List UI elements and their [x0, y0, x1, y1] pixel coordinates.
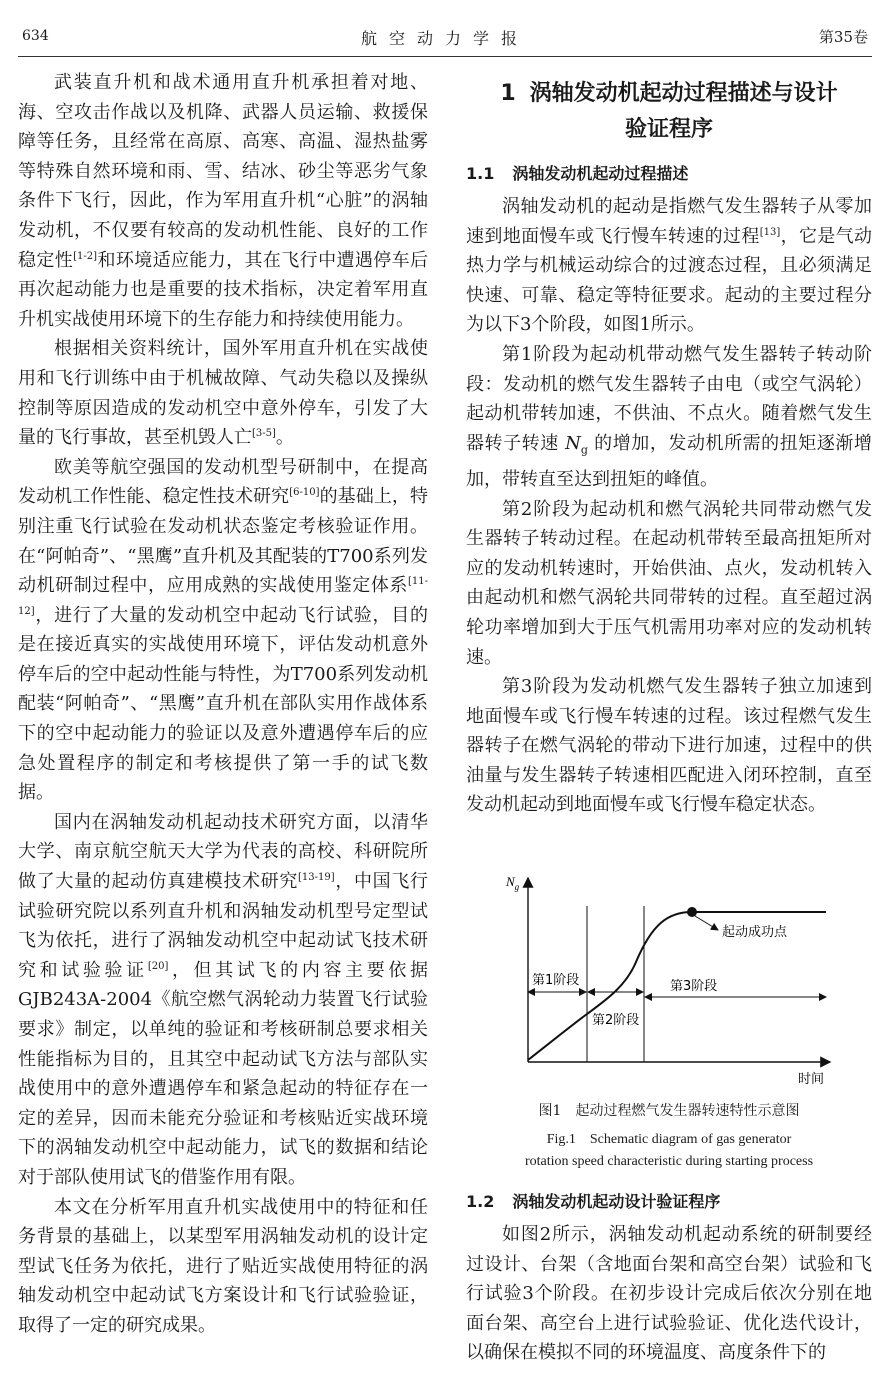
paragraph-8: 第2阶段为起动机和燃气涡轮共同带动燃气发生器转子转动过程。在起动机带转至最高扭矩所对应的发动机转速时，开始供油、点火，发动机转入由起动机和燃气涡轮共同带转的过程。直至超过涡轮功率增加到大于压气机需用功率对应的发动机转速。: [466, 498, 872, 668]
figure-caption-en-line2: rotation speed characteristic during starting process: [524, 1154, 814, 1169]
citation: [13-19]: [298, 872, 335, 884]
subsection-1-2-title: 1.2 涡轴发动机起动设计验证程序: [466, 1192, 721, 1211]
figure-1: [466, 862, 872, 1182]
x-axis-label: 时间: [798, 1072, 825, 1087]
paragraph-7: 第1阶段为起动机带动燃气发生器转子转动阶段：发动机的燃气发生器转子由电（或空气涡轮）起动机带转加速，不供油、不点火。随着燃气发生器转子转速 $N_g$ 的增加，发动机所需的扭矩逐渐增加，带转直至达到扭矩的峰值。: [466, 343, 872, 490]
citation: [6-10]: [289, 487, 320, 499]
citation: [3-5]: [252, 428, 276, 440]
left-column: [18, 68, 428, 1341]
paragraph-9: 第3阶段为发动机燃气发生器转子独立加速到地面慢车或飞行慢车转速的过程。该过程燃气发生器转子在燃气涡轮的带动下进行加速，过程中的供油量与发生器转子转速相匹配进入闭环控制，直至发动机起动到地面慢车或飞行慢车稳定状态。: [466, 676, 872, 816]
running-head: [18, 0, 872, 57]
annotation-leader: [695, 916, 718, 930]
annotation-label: 起动成功点: [722, 925, 788, 940]
subsection-1-1-title: 1.1 涡轴发动机起动过程描述: [466, 164, 689, 183]
volume-label: 第35卷: [818, 28, 868, 46]
citation: [13]: [759, 226, 781, 238]
paragraph-2: 根据相关资料统计，国外军用直升机在实战使用和飞行训练中由于机械故障、气动失稳以及操纵控制等原因造成的发动机空中意外停车，引发了大量的飞行事故，甚至机毁人亡[3-5]。: [18, 338, 428, 449]
paragraph-5: 本文在分析军用直升机实战使用中的特征和任务背景的基础上，以某型军用涡轴发动机的设计定型试飞任务为依托，进行了贴近实战使用特征的涡轴发动机空中起动试飞方案设计和飞行试验验证，取得了一定的研究成果。: [18, 1196, 428, 1336]
right-column-lower: [466, 1190, 872, 1368]
figure-caption-zh: 图1 起动过程燃气发生器转速特性示意图: [538, 1103, 800, 1119]
stage-2-label: 第2阶段: [592, 1013, 640, 1028]
variable-ng: N: [565, 432, 581, 454]
success-point: [687, 907, 697, 917]
paragraph-3: 欧美等航空强国的发动机型号研制中，在提高发动机工作性能、稳定性技术研究[6-10]的基础上，特别注重飞行试验在发动机状态鉴定考核验证作用。在“阿帕奇”、“黑鹰”直升机及其配装的T700系列发动机研制过程中，应用成熟的实战使用鉴定体系[11-12]，进行了大量的发动机空中起动飞行试验，目的是在接近真实的实战使用环境下，评估发动机意外停车后的空中起动性能与特性，为T700系列发动机配装“阿帕奇”、“黑鹰”直升机在部队实用作战体系下的空中起动能力的验证以及意外遭遇停车后的应急处置程序的制定和考核提供了第一手的试飞数据。: [18, 456, 429, 804]
page-number: 634: [22, 28, 49, 44]
citation: [11-12]: [18, 576, 428, 617]
citation: [20]: [147, 960, 169, 972]
paragraph-4: 国内在涡轴发动机起动技术研究方面，以清华大学、南京航空航天大学为代表的高校、科研院所做了大量的起动仿真建模技术研究[13-19]，中国飞行试验研究院以系列直升机和涡轴发动机型号定型试飞为依托，进行了涡轴发动机空中起动试飞技术研究和试验验证[20]，但其试飞的内容主要依据GJB243A-2004《航空燃气涡轮动力装置飞行试验要求》制定，以单纯的验证和考核研制总要求相关性能指标为目的，且其空中起动试飞方法与部队实战使用中的意外遭遇停车和紧急起动的特征存在一定的差异，因而未能充分验证和考核贴近实战环境下的涡轴发动机空中起动能力，试飞的数据和结论对于部队使用试飞的借鉴作用有限。: [18, 811, 429, 1188]
speed-characteristic-chart: [466, 862, 872, 1094]
y-axis-label: $N_g$: [506, 874, 520, 892]
figure-caption-en-line1: Fig.1 Schematic diagram of gas generator: [546, 1132, 792, 1147]
stage-1-label: 第1阶段: [532, 973, 580, 988]
stage-3-label: 第3阶段: [670, 979, 718, 994]
paragraph-1: 武装直升机和战术通用直升机承担着对地、海、空攻击作战以及机降、武器人员运输、救援保障等任务，且经常在高原、高寒、高温、湿热盐雾等特殊自然环境和雨、雪、结冰、砂尘等恶劣气象条件下飞行，因此，作为军用直升机“心脏”的涡轴发动机，不仅要有较高的发动机性能、良好的工作稳定性[1-2]和环境适应能力，其在飞行中遭遇停车后再次起动能力也是重要的技术指标，决定着军用直升机实战使用环境下的生存能力和持续使用能力。: [18, 72, 428, 330]
right-column: [466, 68, 872, 820]
paragraph-10: 如图2所示，涡轴发动机起动系统的研制要经过设计、台架（含地面台架和高空台架）试验和飞行试验3个阶段。在初步设计完成后依次分别在地面台架、高空台上进行试验验证、优化迭代设计，以确保在模拟不同的环境温度、高度条件下的: [466, 1224, 872, 1364]
citation: [1-2]: [73, 250, 98, 262]
journal-name: 航空动力学报: [360, 29, 529, 48]
section-1-title: 1 涡轴发动机起动过程描述与设计 验证程序: [500, 81, 838, 142]
paragraph-6: 涡轴发动机的起动是指燃气发生器转子从零加速到地面慢车或飞行慢车转速的过程[13]，它是气动热力学与机械运动综合的过渡态过程，且必须满足快速、可靠、稳定等特征要求。起动的主要过程分为以下3个阶段，如图1所示。: [466, 196, 873, 336]
y-axis-label-subscript: g: [514, 882, 520, 892]
